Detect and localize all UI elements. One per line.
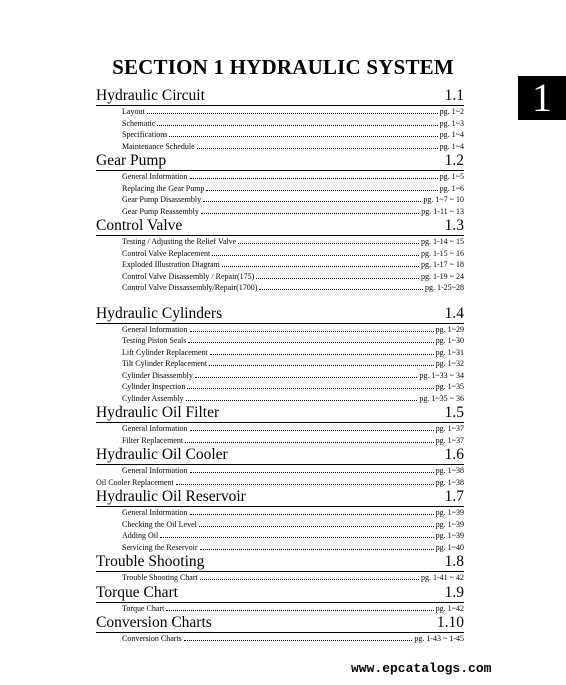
- dot-leader: [184, 633, 413, 641]
- dot-leader: [256, 271, 419, 279]
- toc-section-heading[interactable]: [96, 488, 464, 507]
- toc-entry[interactable]: [96, 358, 464, 370]
- dot-leader: [200, 572, 419, 580]
- toc-entry-page: pg. 1~33 ~ 34: [419, 370, 464, 380]
- toc-entry[interactable]: [96, 129, 464, 141]
- toc-entry-page: pg. 1-17 ~ 18: [421, 260, 464, 269]
- toc-entry[interactable]: [96, 194, 464, 206]
- dot-leader: [206, 183, 437, 191]
- toc-entry[interactable]: [96, 324, 464, 336]
- table-of-contents: [96, 87, 464, 645]
- toc-section-number: 1.2: [444, 152, 464, 169]
- toc-entry-page: pg. 1~30: [435, 336, 464, 345]
- toc-section-title: Hydraulic Cylinders: [96, 304, 223, 322]
- dot-leader: [212, 248, 419, 256]
- toc-entry-label: General Information: [122, 424, 188, 433]
- toc-section-title: Hydraulic Circuit: [96, 87, 205, 104]
- toc-section: [96, 305, 464, 405]
- toc-entry[interactable]: [96, 271, 464, 283]
- toc-entry-label: General Information: [122, 172, 188, 181]
- toc-entry-page: pg. 1~35: [435, 382, 464, 391]
- toc-entry-page: pg. 1~42: [435, 603, 464, 613]
- toc-entry-page: pg. 1~38: [435, 466, 464, 475]
- toc-entry-label: Specifications: [122, 130, 168, 139]
- toc-section: [96, 553, 464, 584]
- dot-leader: [190, 507, 434, 515]
- toc-section-heading[interactable]: [96, 614, 464, 633]
- toc-entry[interactable]: [96, 542, 464, 554]
- toc-entry[interactable]: [96, 465, 464, 477]
- toc-entry-label: General Information: [122, 508, 188, 517]
- toc-entry-page: pg. 1~6: [439, 183, 464, 193]
- toc-entry-page: pg. 1~39: [435, 531, 464, 540]
- toc-entry-label: Filter Replacement: [122, 435, 184, 445]
- toc-entry-label: Cylinder Disassembly: [122, 370, 193, 380]
- toc-entry[interactable]: [96, 259, 464, 271]
- toc-entry-page: pg. 1~32: [435, 359, 464, 368]
- toc-entry-page: pg. 1~2: [439, 107, 464, 116]
- toc-entry[interactable]: [96, 206, 464, 218]
- toc-section-heading[interactable]: [96, 87, 464, 106]
- toc-section-heading[interactable]: [96, 217, 464, 236]
- toc-entry-label: Lift Cylinder Replacement: [122, 347, 208, 357]
- toc-entry-label: Maintenance Schedule: [122, 141, 195, 151]
- toc-entry-label: Schematic: [122, 118, 156, 128]
- toc-entry-page: pg. 1-25~28: [425, 283, 464, 292]
- toc-entry[interactable]: [96, 381, 464, 393]
- toc-entry[interactable]: [96, 370, 464, 382]
- toc-entry-label: Gear Pump Disassembly: [122, 195, 202, 204]
- toc-entry-label: Gear Pump Reassembly: [122, 206, 199, 216]
- toc-entry-label: Cylinder Inspection: [122, 382, 186, 391]
- dot-leader: [188, 335, 433, 343]
- section-tab: 1: [518, 76, 566, 120]
- toc-entry[interactable]: [96, 106, 464, 118]
- toc-entry[interactable]: [96, 423, 464, 435]
- dot-leader: [190, 171, 438, 179]
- dot-leader: [201, 206, 419, 214]
- dot-leader: [222, 259, 419, 267]
- toc-section-number: 1.1: [444, 87, 464, 104]
- toc-entry-label: General Information: [122, 466, 188, 475]
- toc-section-title: Control Valve: [96, 217, 183, 234]
- toc-entry[interactable]: [96, 118, 464, 130]
- toc-section-number: 1.8: [444, 553, 464, 570]
- toc-entry-page: pg. 1-11 ~ 13: [421, 206, 464, 216]
- toc-section: [96, 217, 464, 294]
- toc-entry-page: pg. 1~37: [435, 435, 464, 445]
- toc-section-title: Gear Pump: [96, 152, 167, 169]
- toc-section-heading[interactable]: [96, 305, 464, 324]
- toc-section: [96, 614, 464, 645]
- toc-section: [96, 87, 464, 152]
- dot-leader: [160, 530, 433, 538]
- toc-entry-page: pg. 1~31: [435, 347, 464, 357]
- toc-section-number: 1.3: [444, 217, 464, 234]
- toc-section: [96, 404, 464, 446]
- toc-entry-label: Servicing the Reservoir: [122, 542, 198, 552]
- toc-entry-label: Layout: [122, 107, 145, 116]
- toc-section-title: Torque Chart: [96, 583, 178, 601]
- toc-entry[interactable]: [96, 171, 464, 183]
- dot-leader: [197, 141, 438, 149]
- toc-entry-label: Adding Oil: [122, 531, 159, 540]
- toc-section-number: 1.7: [444, 488, 464, 505]
- toc-section-heading[interactable]: [96, 446, 464, 465]
- toc-section-heading[interactable]: [96, 404, 464, 423]
- toc-entry-label: Testing / Adjusting the Relief Valve: [122, 237, 237, 246]
- toc-section-number: 1.10: [436, 614, 464, 631]
- toc-entry-page: pg. 1~4: [439, 130, 464, 139]
- toc-entry-page: pg. 1~3: [439, 118, 464, 128]
- toc-entry-label: General Information: [122, 324, 188, 334]
- toc-entry[interactable]: [96, 507, 464, 519]
- dot-leader: [190, 423, 434, 431]
- toc-entry-page: pg. 1-43 ~ 1-45: [414, 634, 464, 643]
- toc-entry-label: Trouble Shooting Chart: [122, 573, 198, 582]
- dot-leader: [169, 129, 437, 137]
- toc-entry-label: Torque Chart: [122, 603, 165, 613]
- toc-entry[interactable]: [96, 603, 464, 615]
- toc-entry-page: pg. 1~5: [439, 172, 464, 181]
- toc-entry[interactable]: [96, 335, 464, 347]
- dot-leader: [203, 194, 421, 202]
- toc-entry-label: Control Valve Replacement: [122, 248, 211, 258]
- dot-leader: [176, 477, 434, 485]
- toc-section: [96, 488, 464, 553]
- dot-leader: [190, 465, 434, 473]
- toc-section-heading[interactable]: [96, 584, 464, 603]
- toc-entry-label: Control Valve Disassembly / Repair(175): [122, 271, 255, 281]
- dot-leader: [199, 519, 434, 527]
- dot-leader: [190, 324, 434, 332]
- toc-entry-label: Oil Cooler Replacement: [96, 477, 174, 487]
- toc-entry[interactable]: [96, 236, 464, 248]
- toc-section-heading[interactable]: [96, 152, 464, 171]
- dot-leader: [187, 381, 433, 389]
- toc-entry-page: pg. 1~38: [435, 477, 464, 487]
- toc-entry-page: pg. 1~35 ~ 36: [419, 393, 464, 403]
- toc-entry-label: Exploded Illustration Diagram: [122, 260, 220, 269]
- dot-leader: [185, 435, 434, 443]
- toc-entry-label: Cylinder Assembly: [122, 393, 184, 403]
- dot-leader: [238, 236, 419, 244]
- toc-section-title: Conversion Charts: [96, 614, 212, 631]
- toc-section-title: Hydraulic Oil Filter: [96, 404, 220, 421]
- toc-entry[interactable]: [96, 248, 464, 260]
- dot-leader: [210, 347, 434, 355]
- toc-entry-page: pg. 1~40: [435, 542, 464, 552]
- dot-leader: [259, 282, 423, 290]
- toc-entry-page: pg. 1~39: [435, 519, 464, 529]
- dot-leader: [209, 358, 434, 366]
- toc-section-number: 1.9: [444, 583, 464, 601]
- toc-entry-page: pg. 1~7 ~ 10: [423, 195, 464, 204]
- toc-entry-page: pg. 1~37: [435, 424, 464, 433]
- toc-entry-label: Replacing the Gear Pump: [122, 183, 205, 193]
- toc-entry[interactable]: [96, 347, 464, 359]
- dot-leader: [157, 118, 437, 126]
- toc-entry-page: pg. 1-41 ~ 42: [421, 573, 464, 582]
- toc-entry[interactable]: [96, 141, 464, 153]
- toc-section-title: Trouble Shooting: [96, 553, 205, 570]
- toc-section-number: 1.4: [444, 304, 464, 322]
- toc-section: [96, 446, 464, 488]
- dot-leader: [195, 370, 417, 378]
- toc-entry[interactable]: [96, 393, 464, 405]
- dot-leader: [200, 542, 434, 550]
- toc-section-number: 1.6: [444, 446, 464, 463]
- toc-entry-page: pg. 1-15 ~ 16: [421, 248, 464, 258]
- toc-entry[interactable]: [96, 477, 464, 489]
- toc-entry-label: Control Valve Dissassembly/Repair(1700): [122, 283, 258, 292]
- dot-leader: [166, 603, 433, 611]
- toc-entry[interactable]: [96, 183, 464, 195]
- toc-entry[interactable]: [96, 633, 464, 645]
- toc-entry-page: pg. 1-19 ~ 24: [421, 271, 464, 281]
- toc-entry-label: Testing Piston Seals: [122, 336, 187, 345]
- toc-section: [96, 584, 464, 615]
- toc-entry-label: Tilt Cylinder Replacement: [122, 359, 208, 368]
- toc-section-title: Hydraulic Oil Reservoir: [96, 488, 246, 505]
- toc-section-heading[interactable]: [96, 553, 464, 572]
- toc-entry-page: pg. 1~29: [435, 324, 464, 334]
- toc-entry[interactable]: [96, 530, 464, 542]
- toc-entry[interactable]: [96, 519, 464, 531]
- toc-section-number: 1.5: [444, 404, 464, 421]
- toc-section-title: Hydraulic Oil Cooler: [96, 446, 228, 463]
- toc-entry[interactable]: [96, 572, 464, 584]
- toc-entry[interactable]: [96, 435, 464, 447]
- dot-leader: [147, 106, 438, 114]
- toc-section: [96, 152, 464, 217]
- toc-entry-page: pg. 1-14 ~ 15: [421, 237, 464, 246]
- toc-entry-page: pg. 1~39: [435, 508, 464, 517]
- toc-entry-page: pg. 1~4: [439, 141, 464, 151]
- toc-entry-label: Conversion Charts: [122, 634, 182, 643]
- section-title: SECTION 1 HYDRAULIC SYSTEM: [112, 55, 454, 79]
- dot-leader: [186, 393, 418, 401]
- toc-entry[interactable]: [96, 282, 464, 294]
- footer-url[interactable]: www.epcatalogs.com: [351, 661, 492, 676]
- toc-entry-label: Checking the Oil Level: [122, 519, 197, 529]
